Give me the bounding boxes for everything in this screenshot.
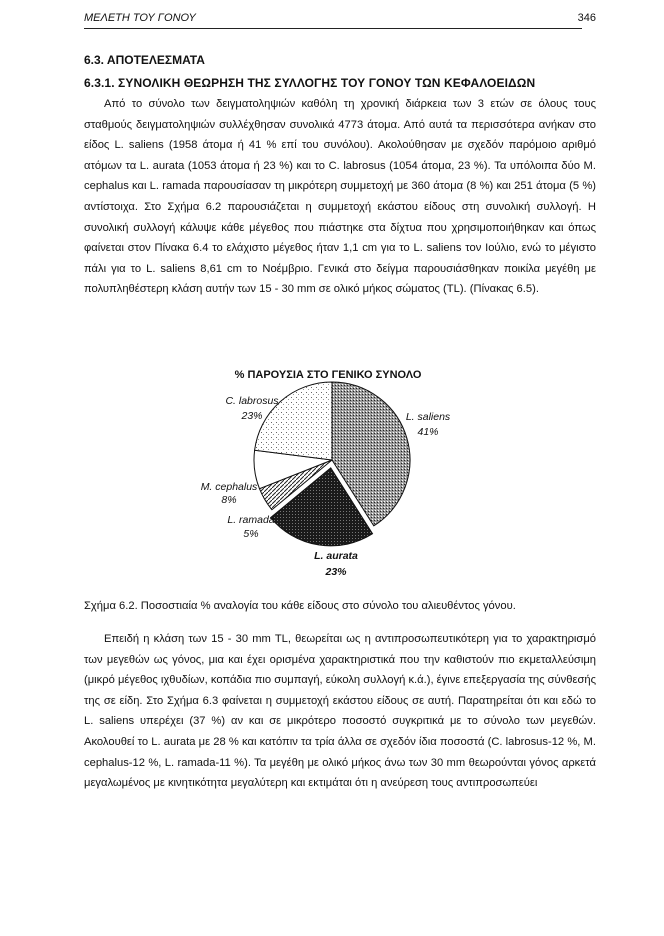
label-c-labrosus-pct: 23% bbox=[241, 410, 263, 422]
pie-slice-c-labrosus bbox=[255, 382, 332, 460]
label-c-labrosus-name: C. labrosus bbox=[225, 395, 279, 407]
chart-title: % ΠΑΡΟΥΣΙΑ ΣΤΟ ΓΕΝΙΚΟ ΣΥΝΟΛΟ bbox=[234, 369, 422, 381]
label-l-aurata-name: L. aurata bbox=[314, 550, 358, 562]
page-number: 346 bbox=[577, 12, 596, 24]
label-l-aurata-pct: 23% bbox=[325, 566, 347, 578]
figure-caption: Σχήμα 6.2. Ποσοστιαία % αναλογία του κάθε είδους στο σύνολο του αλιευθέντος γόνου. bbox=[84, 600, 516, 612]
paragraph-size-class: Επειδή η κλάση των 15 - 30 mm TL, θεωρείται ως η αντιπροσωπευτικότερη για το χαρακτηρισμό των μεγεθών ως γόνος, μια και έχει ορισμένα χαρακτηριστικά που την καθιστούν πιο εκμεταλλεύσιμη (μικρό μέγεθος ιχθυδίων, κοπάδια πιο συμπαγή, εύκολη συλλογή κ.ά.), έγινε επεξεργασία της σύνθεσής της σε είδη. Στο Σχήμα 6.3 φαίνεται η συμμετοχή εκάστου είδους σε αυτή. Παρατηρείται ότι και εδώ το L. saliens υπερέχει (37 %) αν και σε μικρότερο ποσοστό συγκριτικά με το σύνολο των μεγεθών. Ακολουθεί το L. aurata με 28 % και κατόπιν τα τρία άλλα σε σχεδόν ίδια ποσοστά (C. labrosus-12 %, M. cephalus-12 %, L. ramada-11 %). Τα μεγέθη με ολικό μήκος άνω των 30 mm θεωρούνται γόνος αρκετά μεγαλωμένος με κινητικότητα μεγαλύτερη και εκτιμάται ότι η ανεύρεση τους αντιπροσωπεύει bbox=[84, 633, 596, 790]
paragraph-results-overview: Από το σύνολο των δειγματοληψιών καθόλη τη χρονική διάρκεια των 3 ετών σε όλους τους σταθμούς δειγματοληψιών συλλέχθησαν συνολικά 4773 άτομα. Από αυτά τα περισσότερα ανήκαν στο είδος L. saliens (1958 άτομα ή 41 % επί του συνόλου). Ακολούθησαν με σχεδόν παρόμοιο αριθμό ατόμων τα L. aurata (1053 άτομα ή 23 %) και το C. labrosus (1054 άτομα, 23 %). Τα υπόλοιπα δύο M. cephalus και L. ramada παρουσίασαν τη μικρότερη συμμετοχή με 360 άτομα (8 %) και 251 άτομα (5 %) αντίστοιχα. Στο Σχήμα 6.2 παρουσιάζεται η συμμετοχή εκάστου είδους στη συνολική συλλογή. Η συνολική συλλογή κάλυψε κάθε μέγεθος που πιάστηκε στα δίχτυα που χρησιμοποιήθηκαν και όπως φαίνεται στον Πίνακα 6.4 το ελάχιστο μέγεθος ήταν 1,1 cm για το L. saliens τον Ιούλιο, ενώ το μέγιστο πάλι για το L. saliens 8,61 cm το Νοέμβριο. Γενικά στο δείγμα παρουσιάσθηκαν ποικίλα μεγέθη με πολυπληθέστερη κλάση αυτήν των 15 - 30 mm σε ολικό μήκος σώματος (TL). (Πίνακας 6.5). bbox=[84, 98, 596, 296]
label-l-saliens-pct: 41% bbox=[417, 426, 439, 438]
label-l-saliens-name: L. saliens bbox=[405, 411, 451, 423]
label-l-ramada-name: L. ramada bbox=[227, 514, 275, 526]
label-m-cephalus-pct: 8% bbox=[221, 494, 237, 506]
section-title: 6.3. ΑΠΟΤΕΛΕΣΜΑΤΑ bbox=[84, 53, 205, 67]
subsection-title: 6.3.1. ΣΥΝΟΛΙΚΗ ΘΕΩΡΗΣΗ ΤΗΣ ΣΥΛΛΟΓΗΣ ΤΟΥ ΓΟΝΟΥ ΤΩΝ ΚΕΦΑΛΟΕΙΔΩΝ bbox=[84, 76, 536, 90]
label-m-cephalus-name: M. cephalus bbox=[200, 481, 258, 493]
label-l-ramada-pct: 5% bbox=[243, 528, 259, 540]
running-title: ΜΕΛΕΤΗ ΤΟΥ ΓΟΝΟΥ bbox=[84, 12, 196, 24]
